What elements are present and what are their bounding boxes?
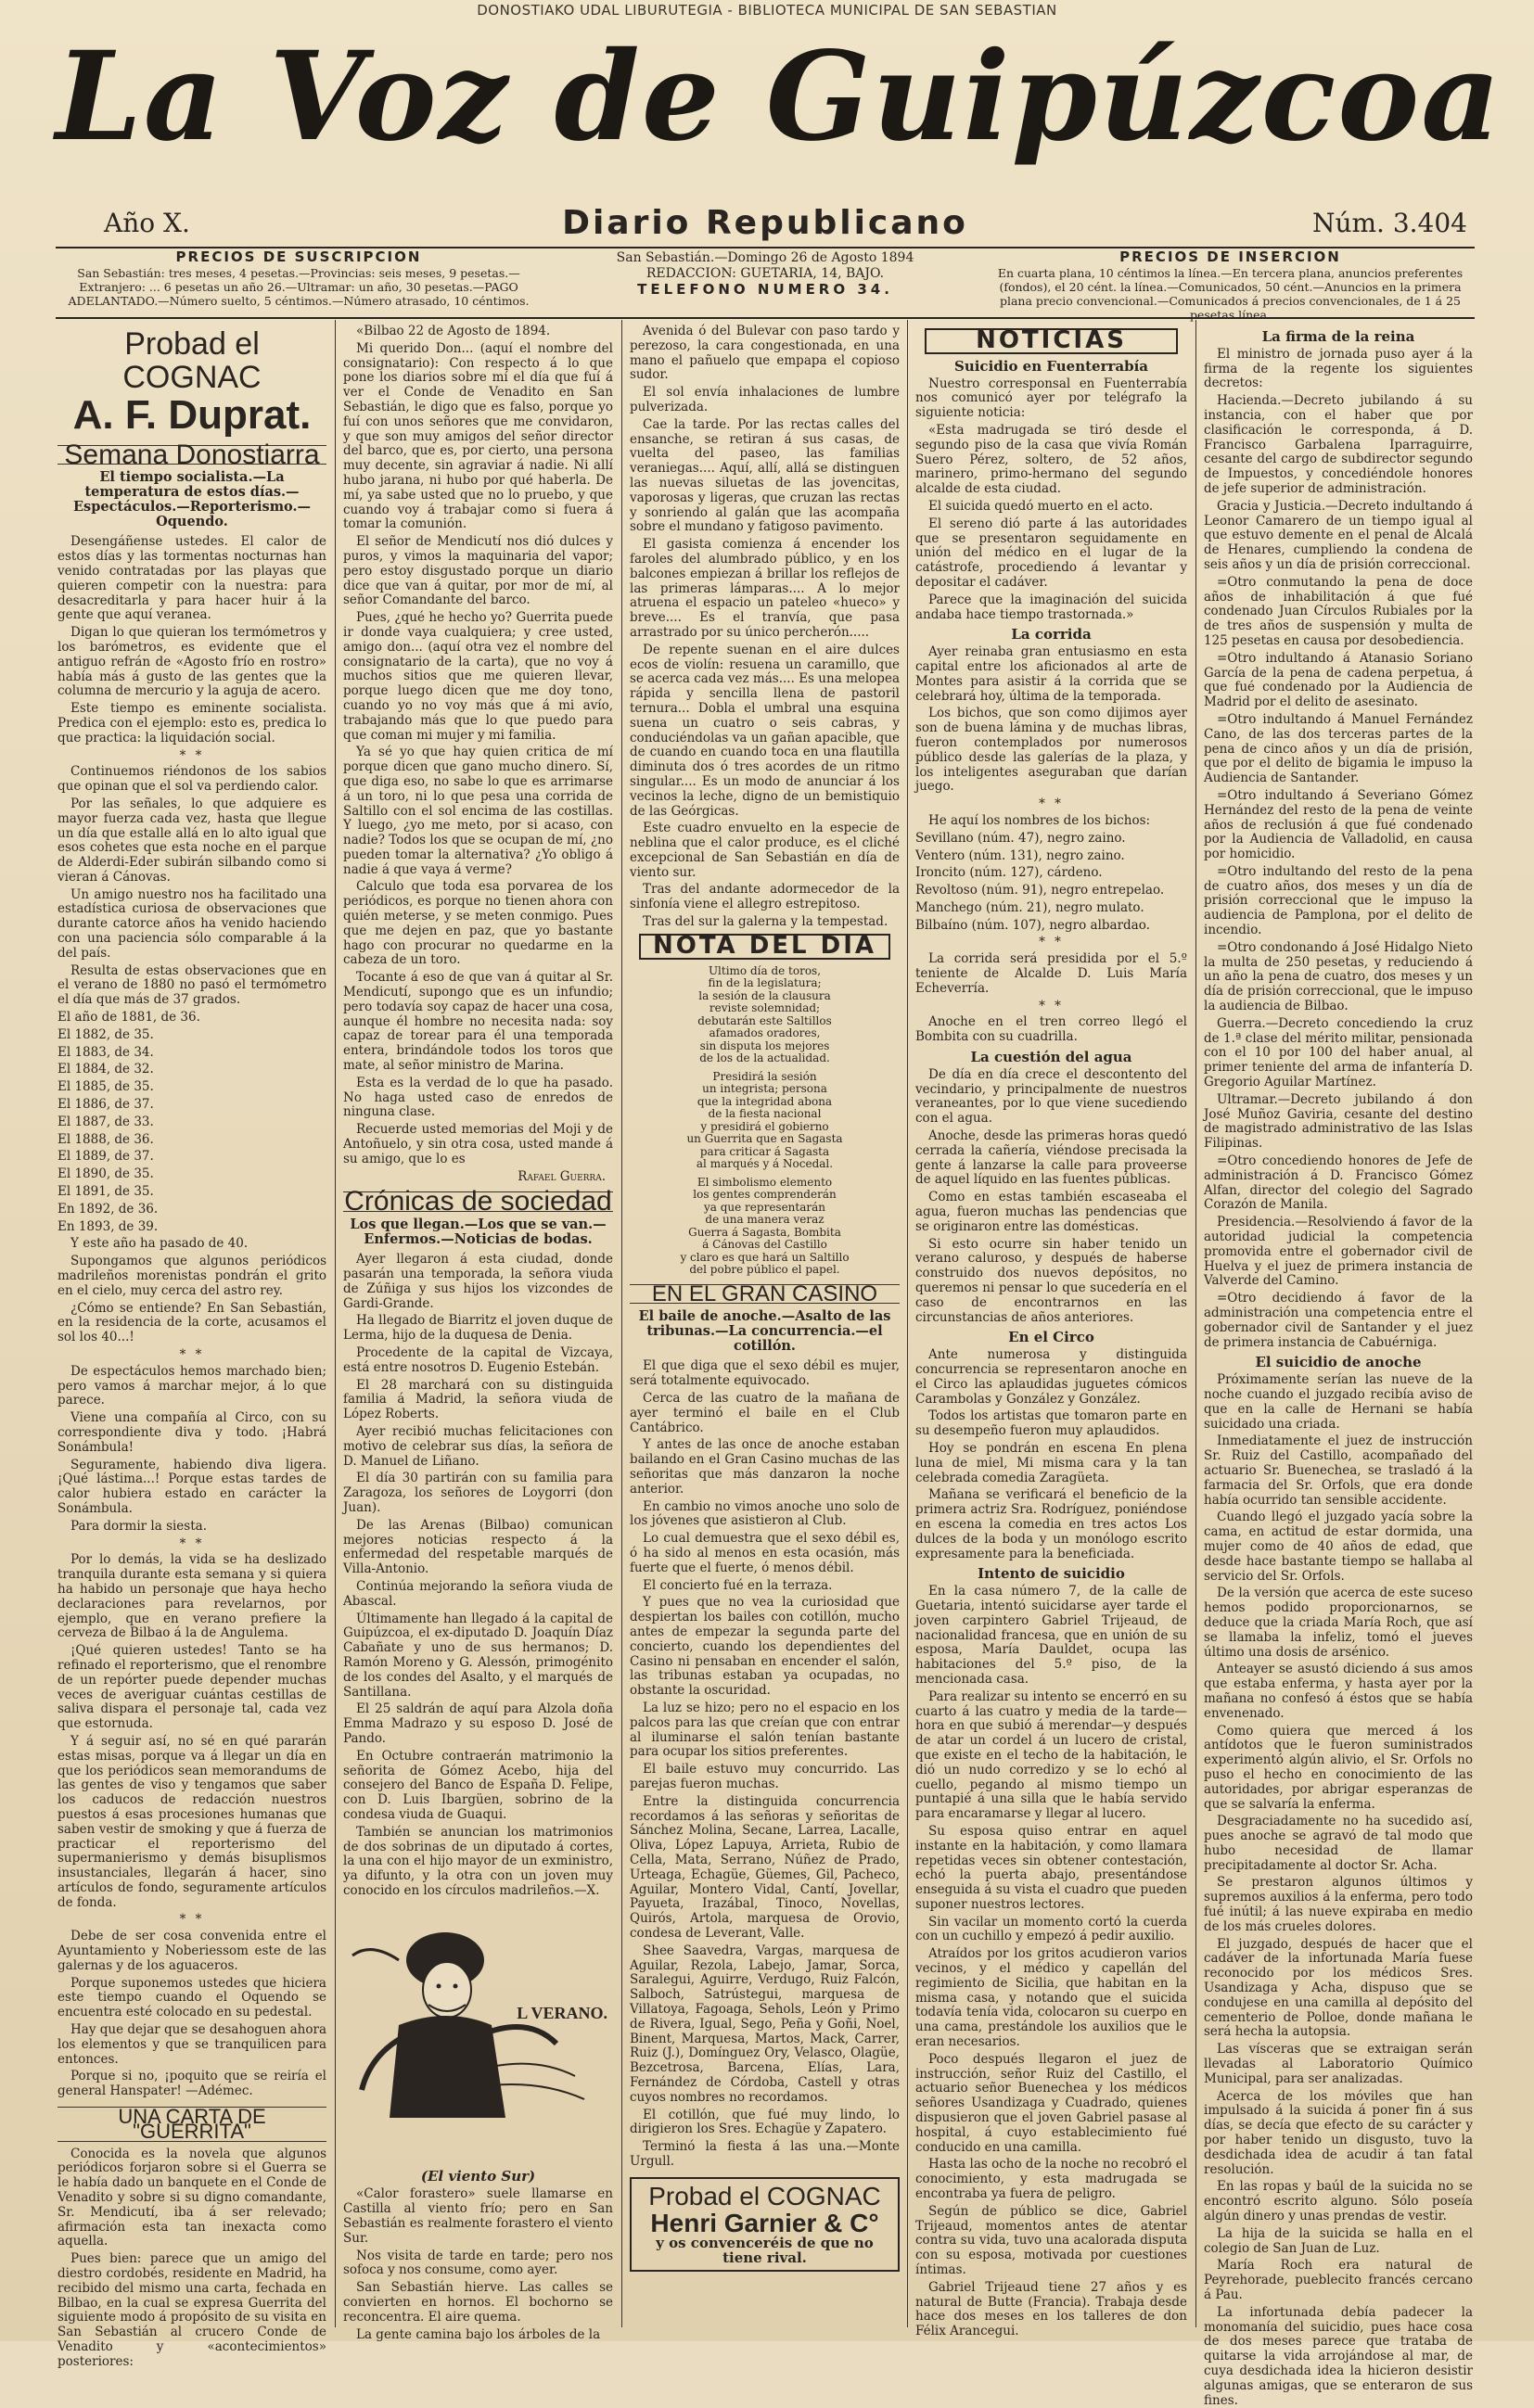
paragraph: Acerca de los móviles que han impulsado á la suicida á poner fin á sus días, se decía que efecto de su carácter y por haber tenido un disgusto, tuvo la desdichada idea de acudir á tan fatal resolución. (1204, 2088, 1473, 2177)
paragraph: Anteayer se asustó diciendo á sus amos que estaba enferma, y hasta ayer por la mañana no confesó á éstos que se había envenenado. (1204, 1662, 1473, 1721)
paragraph: Porque suponemos ustedes que hiciera este tiempo cuando el Oquendo se encuentra esté colocado en su pedestal. (58, 1975, 326, 2020)
separator: * * (179, 1347, 205, 1362)
paragraph: Guerra.—Decreto concediendo la cruz de 1.ª clase del mérito militar, pensionada con el 10 por 100 del haber anual, al primer teniente del arma de infantería D. Gregorio Aguilar Martínez. (1204, 1015, 1473, 1090)
article-deck: El baile de anoche.—Asalto de las tribunas.—La concurrencia.—el cotillón. (638, 1308, 891, 1355)
paragraph: El señor de Mendicutí nos dió dulces y puros, y vimos la maquinaria del vapor; pero estoy disgustado porque un diario dice que van á quitar, por mor de mí, al señor Comandante del barco. (343, 534, 613, 608)
signature: Rafael Guerra. (518, 1168, 606, 1184)
paragraph: Para dormir la siesta. (70, 1518, 207, 1534)
paragraph: Cae la tarde. Por las rectas calles del ensanche, se retiran á sus casas, de vuelta del paseo, las familias veraniegas.... Aquí, allí, allá se distinguen las nuevas siluetas de las jovencitas, vaporosas y ligeras, que cruzan las rectas y sonriendo al galán que las acompaña sobre el mundano y fatigoso pavimento. (630, 416, 900, 535)
ad-tagline: y os convenceréis de que no tiene rival. (656, 2235, 874, 2267)
paragraph: La infortunada debía padecer la monomanía del suicidio, pues hace cosa de dos meses parece que trataba de quitarse la vida arrojándose al mar, de cuya desdichada idea la hicieron desistir algunas amigas, que se enteraron de sus fines. (1204, 2304, 1473, 2408)
poem-line: afamados oradores, (709, 1026, 821, 1040)
paragraph: ¡Qué quieren ustedes! Tanto se ha refinado el reporterismo, que el renombre de un repórter puede depender muchas veces de averiguar cuántas cestillas de saliva dispara el personaje tal, cada vez que estornuda. (58, 1643, 326, 1732)
paragraph: El cotillón, que fué muy lindo, lo dirigieron los Sres. Echagüe y Zapatero. (630, 2107, 900, 2137)
temperature-year: El año de 1881, de 36. (58, 1010, 200, 1026)
bull-entry: Bilbaíno (núm. 107), negro albardao. (915, 917, 1150, 933)
paragraph: La hija de la suicida se halla en el colegio de San Juan de Luz. (1204, 2225, 1473, 2256)
paragraph: Gracia y Justicia.—Decreto indultando á Leonor Camarero de un tiempo igual al que estuvo demente en el penal de Alcalá de Henares, cumpliendo la condena de seis años y un día de prisión correccional. (1204, 498, 1473, 572)
temperature-year: El 1886, de 37. (58, 1097, 154, 1113)
redaction-line: REDACCION: GUETARIA, 14, BAJO. (646, 266, 885, 281)
column-1 (58, 325, 326, 2369)
temperature-year: El 1882, de 35. (58, 1026, 154, 1042)
paragraph: El 28 marchará con su distinguida familia á Madrid, la señora viuda de López Roberts. (343, 1377, 613, 1422)
paragraph: Viene una compañía al Circo, con su correspondiente diva y todo. ¡Habrá Sonámbula! (58, 1410, 326, 1455)
paragraph: Ayer reinaba gran entusiasmo en esta capital entre los aficionados al arte de Montes para asistir á la corrida que se celebrará hoy, última de la temporada. (915, 644, 1187, 704)
poem-line: Guerra á Sagasta, Bombita (688, 1225, 841, 1239)
paragraph: Según de público se dice, Gabriel Trijeaud, momentos antes de atentar contra su vida, tuvo una acalorada disputa con su esposa, motivada por cuestiones íntimas. (915, 2203, 1187, 2278)
paragraph: Anoche en el tren correo llegó el Bombita con su cuadrilla. (915, 1014, 1187, 1045)
paragraph: Últimamente han llegado á la capital de Guipúzcoa, el ex-diputado D. Joaquín Díaz Cabañate y uno de sus hermanos; D. Ramón Moreno y G. Alessón, primogénito de los condes del Asalto, y el marqués de Santillana. (343, 1611, 613, 1700)
ad-line: Probad el COGNAC (122, 326, 262, 395)
paragraph: Parece que la imaginación del suicida andaba hace tiempo trastornada.» (915, 592, 1187, 622)
separator: * * (179, 1912, 205, 1928)
poem-line: Ultimo día de toros, (708, 963, 822, 977)
subheading: La cuestión del agua (970, 1049, 1132, 1066)
paragraph: Tocante á eso de que van á quitar al Sr. Mendicutí, supongo que es un infundio; pero todavía soy capaz de hacer una cosa, aunque él hombre no necesita nada: soy capaz de torear para él una temporada entera, brindándole todos los toros que mate, al señor ministro de Marina. (343, 970, 613, 1074)
paragraph: El 25 saldrán de aquí para Alzola doña Emma Madrazo y su esposo D. José de Pando. (343, 1701, 613, 1746)
paragraph: Presidencia.—Resolviendo á favor de la autoridad judicial la competencia promovida entre el gobernador civil de Huelva y el juez de primera instancia de Valverde del Camino. (1204, 1215, 1473, 1289)
paragraph: El que diga que el sexo débil es mujer, será totalmente equivocado. (630, 1358, 900, 1389)
poem-line: de los de la actualidad. (699, 1051, 830, 1065)
paragraph: Por lo demás, la vida se ha deslizado tranquila durante esta semana y si quiera ha habido un personaje que haya hecho declaraciones para revelarnos, por ejemplo, que en verano prefiere la cerveza de Bilbao á la de Angulema. (58, 1552, 326, 1641)
paragraph: Avenida ó del Bulevar con paso tardo y perezoso, la cara congestionada, en una mano el pañuelo que empapa el copioso sudor. (630, 324, 900, 383)
column-2 (343, 324, 613, 2342)
column-divider (907, 320, 908, 2327)
date-line: San Sebastián.—Domingo 26 de Agosto 1894 (616, 250, 914, 265)
paragraph: Ya sé yo que hay quien critica de mí porque dicen que gano mucho dinero. Sí, que diga eso, no sabe lo que es arrimarse á un toro, ni lo que pesa una corrida de Saltillo con el sol encima de las costillas. Y luego, ¿yo me meto, por si acaso, con nadie? Todos los que se ocupan de mí, ¿no pueden tomar la alternativa? ¿Yo obligo á nadie á que vaya á verme? (343, 745, 613, 877)
paragraph: Su esposa quiso entrar en aquel instante en la habitación, y como llamara repetidas veces sin obtener contestación, echó la puerta abajo, presentándose enseguida á su vista el cuadro que pueden suponer nuestros lectores. (915, 1823, 1187, 1912)
paragraph: Debe de ser cosa convenida entre el Ayuntamiento y Noberiessom este de las galernas y de los aguaceros. (58, 1929, 326, 1973)
section-title: EN EL GRAN CASINO (630, 1284, 900, 1305)
paragraph: Sin vacilar un momento cortó la cuerda con un cuchillo y empezó á pedir auxilio. (915, 1914, 1187, 1944)
paragraph: Un amigo nuestro nos ha facilitado una estadística curiosa de observaciones que durante catorce años ha venido haciendo con una paciencia sólo comparable á la del país. (58, 886, 326, 961)
poem-line: los gentes comprenderán (693, 1188, 837, 1202)
paragraph: =Otro conmutando la pena de doce años de inhabilitación á que fué condenado Juan Círculos Rubiales por la de tres años de suspensión y multa de 125 pesetas en causa por desobediencia. (1204, 574, 1473, 648)
column-divider (335, 320, 336, 2327)
poem-line: á Cánovas del Castillo (702, 1238, 827, 1252)
temperature-year: El 1890, de 35. (58, 1166, 154, 1182)
separator: * * (1039, 998, 1064, 1013)
column-divider (621, 320, 622, 2327)
paragraph: Recuerde usted memorias del Moji y de Antoñuelo, y sin otra cosa, usted mande á su amigo, que lo es (343, 1122, 613, 1166)
year-label: Año X. (104, 208, 190, 238)
paragraph: Tras del andante adormecedor de la sinfonía viene el allegro estrepitoso. (630, 882, 900, 912)
paragraph: Este tiempo es eminente socialista. Predica con el ejemplo: esto es, predica lo que practica: la liquidación social. (58, 701, 326, 745)
paragraph: De repente suenan en el aire dulces ecos de violín: resuena un caramillo, que se acerca cada vez más.... Es una melopea rápida y sencilla llena de pastoril ternura... Dobla el umbral una esquina suena un cuatro o seis cabras, y conduciéndolas va un gañan apacible, que de cuando en cuando toca en una flautilla diminuta dos ó tres acordes de un ritmo singular.... Es un modo de anunciar á los vecinos la leche, digno de un bemistiquio de las Geórgicas. (630, 642, 900, 819)
bull-entry: Sevillano (núm. 47), negro zaino. (915, 830, 1126, 846)
poem-line: al marqués y á Nocedal. (696, 1157, 834, 1171)
paragraph: Hasta las ocho de la noche no recobró el conocimiento, y esta madrugada se encontraba ya fuera de peligro. (915, 2157, 1187, 2202)
temperature-year: El 1889, de 37. (58, 1149, 154, 1165)
subtitle: Diario Republicano (562, 204, 968, 242)
temperature-year: El 1883, de 34. (58, 1044, 154, 1060)
poem-line: sin disputa los mejores (699, 1038, 830, 1052)
temperature-year: En 1893, de 39. (58, 1218, 159, 1234)
temperature-year: El 1888, de 36. (58, 1131, 154, 1147)
temperature-year: El 1891, de 35. (58, 1184, 154, 1200)
paragraph: Y pues que no vea la curiosidad que despiertan los bailes con cotillón, mucho antes de empezar la segunda parte del concierto, cuando los dependientes del Casino ni pensaban en encender el salón, las tribunas estaban ya ocupadas, no obstante la oscuridad. (630, 1595, 900, 1699)
cartoon-label: L VERANO. (517, 2003, 607, 2022)
subscription-prices (58, 250, 540, 313)
telephone-line: TELEFONO NUMERO 34. (637, 281, 893, 298)
paragraph: Mi querido Don... (aquí el nombre del consignatario): Con respecto á lo que pone los diarios sobre mí el día que fuí á ver el Conde de Venadito en San Sebastián, le digo que es falso, porque yo fuí con unos señores que me convidaron, y que son muy amigos del señor director del barco, que es, por cierto, una persona muy decente, sin agraviar á nadie. Ni allí hubo jarana, ni hubo por qué haberla. De mí, ya sabe usted que no lo pruebo, y que cuando voy á trabajar como si fuera á tomar la comunión. (343, 340, 613, 532)
paragraph: Ultramar.—Decreto jubilando á don José Muñoz Gaviria, cesante del destino de magistrado administrativo de las Islas Filipinas. (1204, 1091, 1473, 1152)
paragraph: Ha llegado de Biarritz el joven duque de Lerma, hijo de la duquesa de Denia. (343, 1313, 613, 1344)
poem-line: El simbolismo elemento (697, 1175, 833, 1189)
paragraph: Hoy se pondrán en escena En plena luna de miel, Mi misma cara y la tan celebrada comedia Zaragüeta. (915, 1440, 1187, 1485)
poem-line: ya que representarán (703, 1200, 825, 1214)
paragraph: Las vísceras que se extraigan serán llevadas al Laboratorio Químico Municipal, para ser analizadas. (1204, 2042, 1473, 2086)
bull-entry: Manchego (núm. 21), negro mulato. (915, 899, 1144, 915)
paragraph: El concierto fué en la terraza. (643, 1577, 833, 1593)
separator: * * (179, 1535, 205, 1551)
poem-line: la sesión de la clausura (698, 988, 831, 1002)
paragraph: Atraídos por los gritos acudieron varios vecinos, y el médico y capellán del regimiento de Sicilia, que habitan en la misma casa, y notando que el suicida todavía tenía vida, colocaron su cuerpo en una cama, prestándole los auxilios que le eran necesarios. (915, 1946, 1187, 2050)
paragraph: Próximamente serían las nueve de la noche cuando el juzgado recibía aviso de que en la calle de Hernani se había suicidado una criada. (1204, 1372, 1473, 1432)
column-divider (1195, 320, 1196, 2327)
section-title: Semana Donostiarra (58, 445, 326, 465)
paragraph: Gabriel Trijeaud tiene 27 años y es natural de Butte (Francia). Trabaja desde hace dos meses en los talleres de don Félix Arancegui. (915, 2279, 1187, 2339)
poem-stanza (635, 1071, 894, 1171)
subheading: La corrida (1011, 626, 1092, 643)
paragraph: =Otro indultando del resto de la pena de cuatro años, dos meses y un día de prisión correccional que le impuso la audiencia de Pamplona, por el delito de incendio. (1204, 863, 1473, 938)
paragraph: Pues, ¿qué he hecho yo? Guerrita puede ir donde vaya cualquiera; y cree usted, amigo don... (aquí otra vez el nombre del consignatario de la carta), que no voy á muchos sitios que me quieren llevar, porque luego dicen que me doy tono, cuando yo no voy más que á mi avío, trabajando más que lo que puedo para que coman mi mujer y mi familia. (343, 610, 613, 743)
paragraph: Entre la distinguida concurrencia recordamos á las señoras y señoritas de Sánchez Molina, Secane, Larrea, Lacalle, Oliva, López Lapuya, Arrieta, Rubio de Cella, Mata, Serrano, Núñez de Prado, Urteaga, Echagüe, Güemes, Gil, Pacheco, Aguilar, Montero Vidal, Cantí, Jovellar, Payueta, Irazábal, Tinoco, Novellas, Quirós, Artola, marquesa de Orovio, condesa de Leverant, Valle. (630, 1793, 900, 1941)
subscription-text: San Sebastián: tres meses, 4 pesetas.—Provincias: seis meses, 9 pesetas.—Extranjero: ... 6 pesetas un año 26.—Ultramar: un año, 30 pesetas.—PAGO ADELANTADO.—Número suelto, 5 céntimos.—Número atrasado, 10 céntimos. (68, 266, 530, 308)
poem-stanza (635, 965, 894, 1065)
subheading: Suicidio en Fuenterrabía (954, 357, 1148, 375)
paragraph: Hay que dejar que se desahoguen ahora los elementos y que se tranquilicen para entonces. (58, 2022, 326, 2067)
paragraph: En la casa número 7, de la calle de Guetaria, intentó suicidarse ayer tarde el joven carpintero Gabriel Trijeaud, de nacionalidad francesa, que en unión de su esposa, María Dauldet, ocupa las habitaciones del 5.º piso, de la mencionada casa. (915, 1584, 1187, 1687)
paragraph: Continúa mejorando la señora viuda de Abascal. (343, 1578, 613, 1609)
paragraph: =Otro condonando á José Hidalgo Nieto la multa de 250 pesetas, y reduciendo á un año la pena de cuatro, dos meses y un día de prisión correccional, que le impuso la audiencia de Bilbao. (1204, 939, 1473, 1014)
paragraph: De espectáculos hemos marchado bien; pero vamos á marchar mejor, á lo que parece. (58, 1363, 326, 1408)
paragraph: Por las señales, lo que adquiere es mayor fuerza cada vez, hasta que llegue un día que estalle allá en lo alto igual que esos cohetes que esta noche en el parque de Alderdi-Eder subirán silbando como si vieran á Cánovas. (58, 796, 326, 885)
paragraph: Mañana se verificará el beneficio de la primera actriz Sra. Rodríguez, poniéndose en escena la comedia en tres actos Los dulces de la boda y un monólogo escrito expresamente para la beneficiada. (915, 1487, 1187, 1561)
subtitle-row (56, 202, 1475, 243)
paragraph: Ayer recibió muchas felicitaciones con motivo de celebrar sus días, la señora de D. Manuel de Liñano. (343, 1423, 613, 1469)
paragraph: El baile estuvo muy concurrido. Las parejas fueron muchas. (630, 1762, 900, 1791)
poem-line: Presidirá la sesión (712, 1069, 817, 1083)
paragraph: Desengáñense ustedes. El calor de estos días y las tormentas nocturnas han venido contratadas por las playas que quieren competir con la nuestra: para desacreditarla y para hacer huir á la gente que aquí veranea. (58, 534, 326, 623)
paragraph: Terminó la fiesta á las una.—Monte Urgull. (630, 2139, 900, 2169)
paragraph: Tras del sur la galerna y la tempestad. (643, 914, 888, 930)
poem-line: para criticar á Sagasta (699, 1144, 830, 1158)
paragraph: Este cuadro envuelto en la especie de neblina que el calor produce, es el cliché excepcional de San Sebastián en día de viento sur. (630, 821, 900, 880)
temperature-year: El 1884, de 32. (58, 1062, 154, 1077)
paragraph: Digan lo que quieran los termómetros y los barómetros, es evidente que el antiguo refrán de «Agosto frío en rostro» había más á gusto de las gentes que la columna de mercurio y la aguja de acero. (58, 625, 326, 699)
paragraph: Y á seguir así, no sé en qué pararán estas misas, porque va á llegar un día en que los periódicos sean memorandums de las gentes de viso y tengamos que saber los caducos de redacción nuestros puestos á esas procesiones humanas que saben vestir de smoking y que á fuerza de practicar el reporterismo del supermanierismo y demás bisuplismos insustanciales, llegarán á hacer, sino artículos de fondo, seguramente artículos de fonda. (58, 1733, 326, 1910)
section-title: UNA CARTA DE "GUERRITA" (58, 2107, 326, 2142)
paragraph: Se prestaron algunos últimos y supremos auxilios á la enferma, pero todo fué inútil; á las nueve expiraba en medio de los más crueles dolores. (1204, 1875, 1473, 1934)
paragraph: Conocida es la novela que algunos periódicos forjaron sobre si el Guerra se le había dado un banquete en el Conde de Venadito y sobre si su digno comandante, Sr. Mendicutí, iba á ser relevado; afirmación esta tan inexacta como aquella. (58, 2146, 326, 2249)
paragraph: Inmediatamente el juez de instrucción Sr. Ruiz del Castillo, acompañado del actuario Sr. Buenechea, se trasladó á la farmacia del Sr. Orfols, que era donde había ocurrido tan sensible accidente. (1204, 1433, 1473, 1508)
issue-number: Núm. 3.404 (1311, 208, 1467, 238)
article-deck: El tiempo socialista.—La temperatura de estos días.—Espectáculos.—Reporterismo.—Oquendo. (72, 469, 312, 530)
insertion-text: En cuarta plana, 10 céntimos la línea.—En tercera plana, anuncios preferentes (fondos), el 20 cént. la línea.—Comunicados, 50 cént.—Anuncios en la primera plana precio convencional.—Comunicados á precios convencionales, de 1 á 25 pesetas línea. (997, 266, 1464, 322)
paragraph: «Esta madrugada se tiró desde el segundo piso de la casa que vivía Román Suero Pérez, soltero, de 52 años, marinero, primo-hermano del segundo alcalde de esta ciudad. (915, 422, 1187, 497)
paragraph: Seguramente, habiendo diva ligera. ¡Qué lástima...! Porque estas tardes de calor hubiera estado en carácter la Sonámbula. (58, 1457, 326, 1516)
paragraph: El ministro de jornada puso ayer á la firma de la regente los siguientes decretos: (1204, 346, 1473, 391)
paragraph: =Otro indultando á Severiano Gómez Hernández del resto de la pena de veinte años de reclusión á que fué condenado por la Audiencia de Valladolid, en causa por homicidio. (1204, 787, 1473, 862)
bull-entry: Revoltoso (núm. 91), negro entrepelao. (915, 883, 1165, 898)
paragraph: En Octubre contraerán matrimonio la señorita de Gómez Acebo, hija del consejero del Banco de España D. Felipe, con D. Luis Ibargüen, sobrino de la condesa viuda de Guaqui. (343, 1748, 613, 1822)
paragraph: Ayer llegaron á esta ciudad, donde pasarán una temporada, la señora viuda de Zúñiga y sus hijos los vizcondes de Gardi-Grande. (343, 1252, 613, 1311)
paragraph: Esta es la verdad de lo que ha pasado. No haga usted caso de enredos de ninguna clase. (343, 1075, 613, 1120)
paragraph: Procedente de la capital de Vizcaya, está entre nosotros D. Eugenio Estebán. (343, 1345, 613, 1375)
article-deck: Los que llegan.—Los que se van.—Enfermos.—Noticias de bodas. (350, 1217, 607, 1248)
paragraph: Desgraciadamente no ha sucedido así, pues anoche se agravó de tal modo que hubo necesidad de llamar precipitadamente al doctor Sr. Acha. (1204, 1814, 1473, 1873)
paragraph: ¿Cómo se entiende? En San Sebastián, en la residencia de la corte, acusamos el sol los 40...! (58, 1300, 326, 1345)
ad-line: Probad el COGNAC (648, 2181, 881, 2211)
poem-line: que la integridad abona (697, 1094, 833, 1108)
poem-line: reviste solemnidad; (709, 1001, 821, 1015)
insertion-title: PRECIOS DE INSERCION (1119, 248, 1341, 265)
paragraph: El día 30 partirán con su familia para Zaragoza, los señores de Loygorri (don Juan). (343, 1471, 613, 1515)
subheading: La firma de la reina (1261, 328, 1415, 345)
temperature-year: El 1887, de 33. (58, 1114, 154, 1129)
paragraph: Calculo que toda esa porvarea de los periódicos, es porque no tienen ahora con quién meterse, y se meten conmigo. Pues que me dejen en paz, que yo bastante hago con procurar no quedarme en la cabeza de un toro. (343, 879, 613, 968)
paragraph: Shee Saavedra, Vargas, marquesa de Aguilar, Rezola, Labejo, Jamar, Sorca, Saralegui, Aguirre, Verdugo, Ruiz Falcón, Salboch, Satrústegui, marquesa de Villatoya, Fagoaga, Sehols, León y Primo de Rivera, Igual, Sego, Peña y Goñi, Noel, Binent, Marquesa, Martos, Mack, Carrer, Ruiz (J.), Domínguez Ory, Velasco, Olagüe, Bezcetrosa, Barcena, Elías, Lara, Fernández de Córdoba, Castell y otras cuyos nombres no recordamos. (630, 1943, 900, 2105)
paragraph: El gasista comienza á encender los faroles del alumbrado público, y en los balcones empiezan á brillar los reflejos de las primeras lámparas.... A lo mejor atruena el espacio un pateleo «hueco» y breve.... Es el tranvía, que pasa arrastrado por su único percherón..... (630, 537, 900, 640)
paragraph: =Otro decidiendo á favor de la administración una competencia entre el gobernador civil de Santander y el juez de primera instancia de Cabuérniga. (1204, 1291, 1473, 1350)
paragraph: En cambio no vimos anoche uno solo de los jóvenes que asistieron al Club. (630, 1498, 900, 1529)
paragraph: María Roch era natural de Peyrehorade, pueblecito francés cercano á Pau. (1204, 2258, 1473, 2302)
header-rule-bottom (56, 317, 1475, 319)
poem-line: de la fiesta nacional (708, 1107, 822, 1121)
paragraph: Y este año ha pasado de 40. (70, 1236, 249, 1252)
poem-line: fin de la legislatura; (708, 976, 822, 990)
poem-line: y claro es que hará un Saltillo (680, 1250, 850, 1264)
separator: * * (1039, 796, 1064, 812)
poem-line: un integrista; persona (702, 1082, 827, 1096)
paragraph: Como quiera que merced á los antídotos que le fueron suministrados experimentó algún alivio, el Sr. Orfols no puso el hecho en conocimiento de las autoridades, por abrigar esperanzas de que se salvaría la enferma. (1204, 1723, 1473, 1812)
paragraph: Lo cual demuestra que el sexo débil es, ó ha sido al menos en esta ocasión, más fuerte que el fuerte, ó menos débil. (630, 1531, 900, 1575)
paragraph: =Otro concediendo honores de Jefe de administración á D. Francisco Gómez Alfan, director del colegio del Sagrado Corazón de Manila. (1204, 1153, 1473, 1213)
poem-line: del pobre público el papel. (689, 1263, 840, 1277)
ad-brand: Henri Garnier & C° (650, 2209, 879, 2238)
paragraph: De las Arenas (Bilbao) comunican mejores noticias respecto á la enfermedad del respetable marqués de Villa-Antonio. (343, 1517, 613, 1577)
temperature-year: En 1892, de 36. (58, 1201, 159, 1217)
cartoon-caption: (El viento Sur) (420, 2167, 536, 2185)
poem-line: de una manera veraz (705, 1213, 825, 1227)
masthead-title: La Voz de Guipúzcoa (56, 25, 1502, 169)
paragraph: De la versión que acerca de este suceso hemos podido proporcionarnos, se deduce que la criada María Roch, que así se llamaba la infeliz, tomó el jueves último una dosis de arsénico. (1204, 1586, 1473, 1660)
paragraph: «Calor forastero» suele llamarse en Castilla al viento frío; pero en San Sebastián es realmente forastero el viento Sur. (343, 2186, 613, 2246)
paragraph: Poco después llegaron el juez de instrucción, señor Ruiz del Castillo, el actuario señor Buenechea y los médicos señores Usandizaga y Cuadrado, quienes dispusieron que el joven Gabriel pasase al hospital, á cuyo establecimiento fué conducido en una camilla. (915, 2051, 1187, 2155)
paragraph: La gente camina bajo los árboles de la (356, 2326, 601, 2342)
column-5 (1204, 325, 1473, 2408)
poem-line: debutarán este Saltillos (697, 1013, 832, 1027)
paragraph: =Otro indultando á Manuel Fernández Cano, de las dos terceras partes de la pena de cinco años y un día de prisión, que por el delito de bigamia le impuso la Audiencia de Santander. (1204, 711, 1473, 786)
paragraph: Ante numerosa y distinguida concurrencia se representaron anoche en el Circo las aplaudidas juguetes cómicos Carambolas y González y González. (915, 1347, 1187, 1407)
paragraph: El juzgado, después de hacer que el cadáver de la infortunada María fuese reconocido por los médicos Sres. Usandizaga y Acha, dispuso que se condujese en una camilla al depósito del cementerio de Polloe, donde mañana le será hecha la autopsia. (1204, 1936, 1473, 2040)
paragraph: Resulta de estas observaciones que en el verano de 1880 no pasó el termómetro el día que más de 37 grados. (58, 962, 326, 1008)
paragraph: Porque si no, ¡poquito que se reiría el general Hanspater! —Adémec. (58, 2069, 326, 2099)
paragraph: Continuemos riéndonos de los sabios que opinan que el sol va perdiendo calor. (58, 764, 326, 795)
section-title: Crónicas de sociedad (344, 1186, 612, 1217)
column-3 (630, 325, 900, 2323)
poem-line: y presidirá el gobierno (700, 1119, 829, 1133)
insertion-prices (988, 248, 1473, 322)
subscription-title: PRECIOS DE SUSCRIPCION (175, 248, 422, 265)
separator: * * (179, 747, 205, 763)
ad-brand: A. F. Duprat. (72, 392, 312, 439)
subheading: En el Circo (1008, 1329, 1094, 1346)
nota-del-dia-title: NOTA DEL DIA (639, 934, 890, 960)
subheading: El suicidio de anoche (1255, 1354, 1422, 1371)
subheading: Intento de suicidio (978, 1565, 1125, 1583)
bull-entry: Ventero (núm. 131), negro zaino. (915, 847, 1125, 863)
paragraph: La luz se hizo; pero no el espacio en los palcos para las que creían que con entrar al iluminarse el salón tenían bastante para ocupar los sitios preferentes. (630, 1701, 900, 1760)
archive-header: DONOSTIAKO UDAL LIBURUTEGIA - BIBLIOTECA MUNICIPAL DE SAN SEBASTIAN (477, 2, 1057, 19)
paragraph: He aquí los nombres de los bichos: (928, 812, 1151, 828)
paragraph: También se anuncian los matrimonios de dos sobrinas de un diputado á cortes, la una con el hijo mayor de un exministro, ya difunto, y la otra con un joven muy conocido en los círculos madrileños.—X. (343, 1824, 613, 1898)
separator: * * (1039, 935, 1064, 950)
paragraph: El sereno dió parte á las autoridades que se presentaron seguidamente en unión del médico en el lugar de la catástrofe, procediendo á levantar y depositar el cadáver. (915, 516, 1187, 590)
paragraph: El suicida quedó muerto en el acto. (928, 498, 1154, 514)
paragraph: De día en día crece el descontento del vecindario, y principalmente de nuestros veraneantes, por lo que viene sucediendo con el agua. (915, 1066, 1187, 1127)
letter-date: «Bilbao 22 de Agosto de 1894. (356, 324, 551, 338)
paragraph: Nuestro corresponsal en Fuenterrabía nos comunicó ayer por telégrafo la siguiente noticia: (915, 376, 1187, 421)
paragraph: Para realizar su intento se encerró en su cuarto á las cuatro y media de la tarde—hora en que subió á merendar—y después de atar un cordel á un lucero de cristal, que existe en el techo de la habitación, le dió un nudo corredizo y se lo echó al cuello, pegando al mismo tiempo un puntapié á una silla que le había servido para encaramarse y llegar al lucero. (915, 1688, 1187, 1822)
paragraph: Hacienda.—Decreto jubilando á su instancia, con el haber que por clasificación le corresponda, á D. Francisco Garbalena Iparraguirre, cesante del cargo de subdirector segundo de Impuestos, y concediéndole honores de jefe superior de administración. (1204, 393, 1473, 496)
column-4 (915, 325, 1187, 2339)
paragraph: Cuando llegó el juzgado yacía sobre la cama, en actitud de estar dormida, una mujer como de 40 años de edad, que desde hace bastante tiempo se hallaba al servicio del Sr. Orfols. (1204, 1510, 1473, 1584)
paragraph: La corrida será presidida por el 5.º teniente de Alcalde D. Luis María Echeverría. (915, 951, 1187, 996)
paragraph: Pues bien: parece que un amigo del diestro cordobés, residente en Madrid, ha recibido del mismo una carta, fechada en Bilbao, en la cual se expresa Guerrita del siguiente modo á propósito de su visita en San Sebastián al crucero Conde de Venadito y «acontecimientos» posteriores: (58, 2251, 326, 2369)
poem-stanza (635, 1177, 894, 1277)
paragraph: Todos los artistas que tomaron parte en su desempeño fueron muy aplaudidos. (915, 1408, 1187, 1439)
paragraph: San Sebastián hierve. Las calles se convierten en hornos. El bochorno se reconcentra. El aire quema. (343, 2280, 613, 2325)
cognac-garnier-ad (630, 2177, 900, 2272)
paragraph: Nos visita de tarde en tarde; pero nos sofoca y nos consume, como ayer. (343, 2248, 613, 2278)
paragraph: =Otro indultando á Atanasio Soriano García de la pena de cadena perpetua, á que fué condenado por la Audiencia de Madrid por el delito de asesinato. (1204, 650, 1473, 710)
paragraph: El sol envía inhalaciones de lumbre pulverizada. (630, 385, 900, 414)
paragraph: Los bichos, que son como dijimos ayer son de buena lámina y de muchas libras, fueron contemplados por numerosos público desde las galerías de la plaza, y los inteligentes aseguraban que darían juego. (915, 706, 1187, 795)
cognac-duprat-ad (58, 328, 326, 438)
paragraph: En las ropas y baúl de la suicida no se encontró escrito alguno. Sólo poseía algún dinero y unas prendas de vestir. (1204, 2179, 1473, 2224)
noticias-title: NOTICIAS (925, 328, 1178, 354)
verano-cartoon (343, 1905, 613, 2164)
bull-entry: Ironcito (núm. 127), cárdeno. (915, 865, 1103, 881)
paragraph: Anoche, desde las primeras horas quedó cerrada la cañería, viéndose precisada la gente á lanzarse la calle para proveerse de aquel líquido en las fuentes públicas. (915, 1128, 1187, 1188)
temperature-year: El 1885, de 35. (58, 1079, 154, 1095)
paragraph: Si esto ocurre sin haber tenido un verano caluroso, y después de haberse construido dos nuevos depósitos, no queremos ni pensar lo que sucedería en el caso de encontrarnos en las circunstancias de años anteriores. (915, 1236, 1187, 1325)
paragraph: Como en estas también escaseaba el agua, fueron muchas las pendencias que se originaron entre las domésticas. (915, 1190, 1187, 1234)
paragraph: Supongamos que algunos periódicos madrileños morenistas pondrán el grito en el cielo, muy cerca del astro rey. (58, 1254, 326, 1298)
poem-line: un Guerrita que en Sagasta (686, 1132, 843, 1146)
center-info (556, 250, 974, 313)
paragraph: Y antes de las once de anoche estaban bailando en el Gran Casino muchas de las señoritas que más danzaron la noche anterior. (630, 1437, 900, 1497)
paragraph: Cerca de las cuatro de la mañana de ayer terminó el baile en el Club Cantábrico. (630, 1391, 900, 1435)
